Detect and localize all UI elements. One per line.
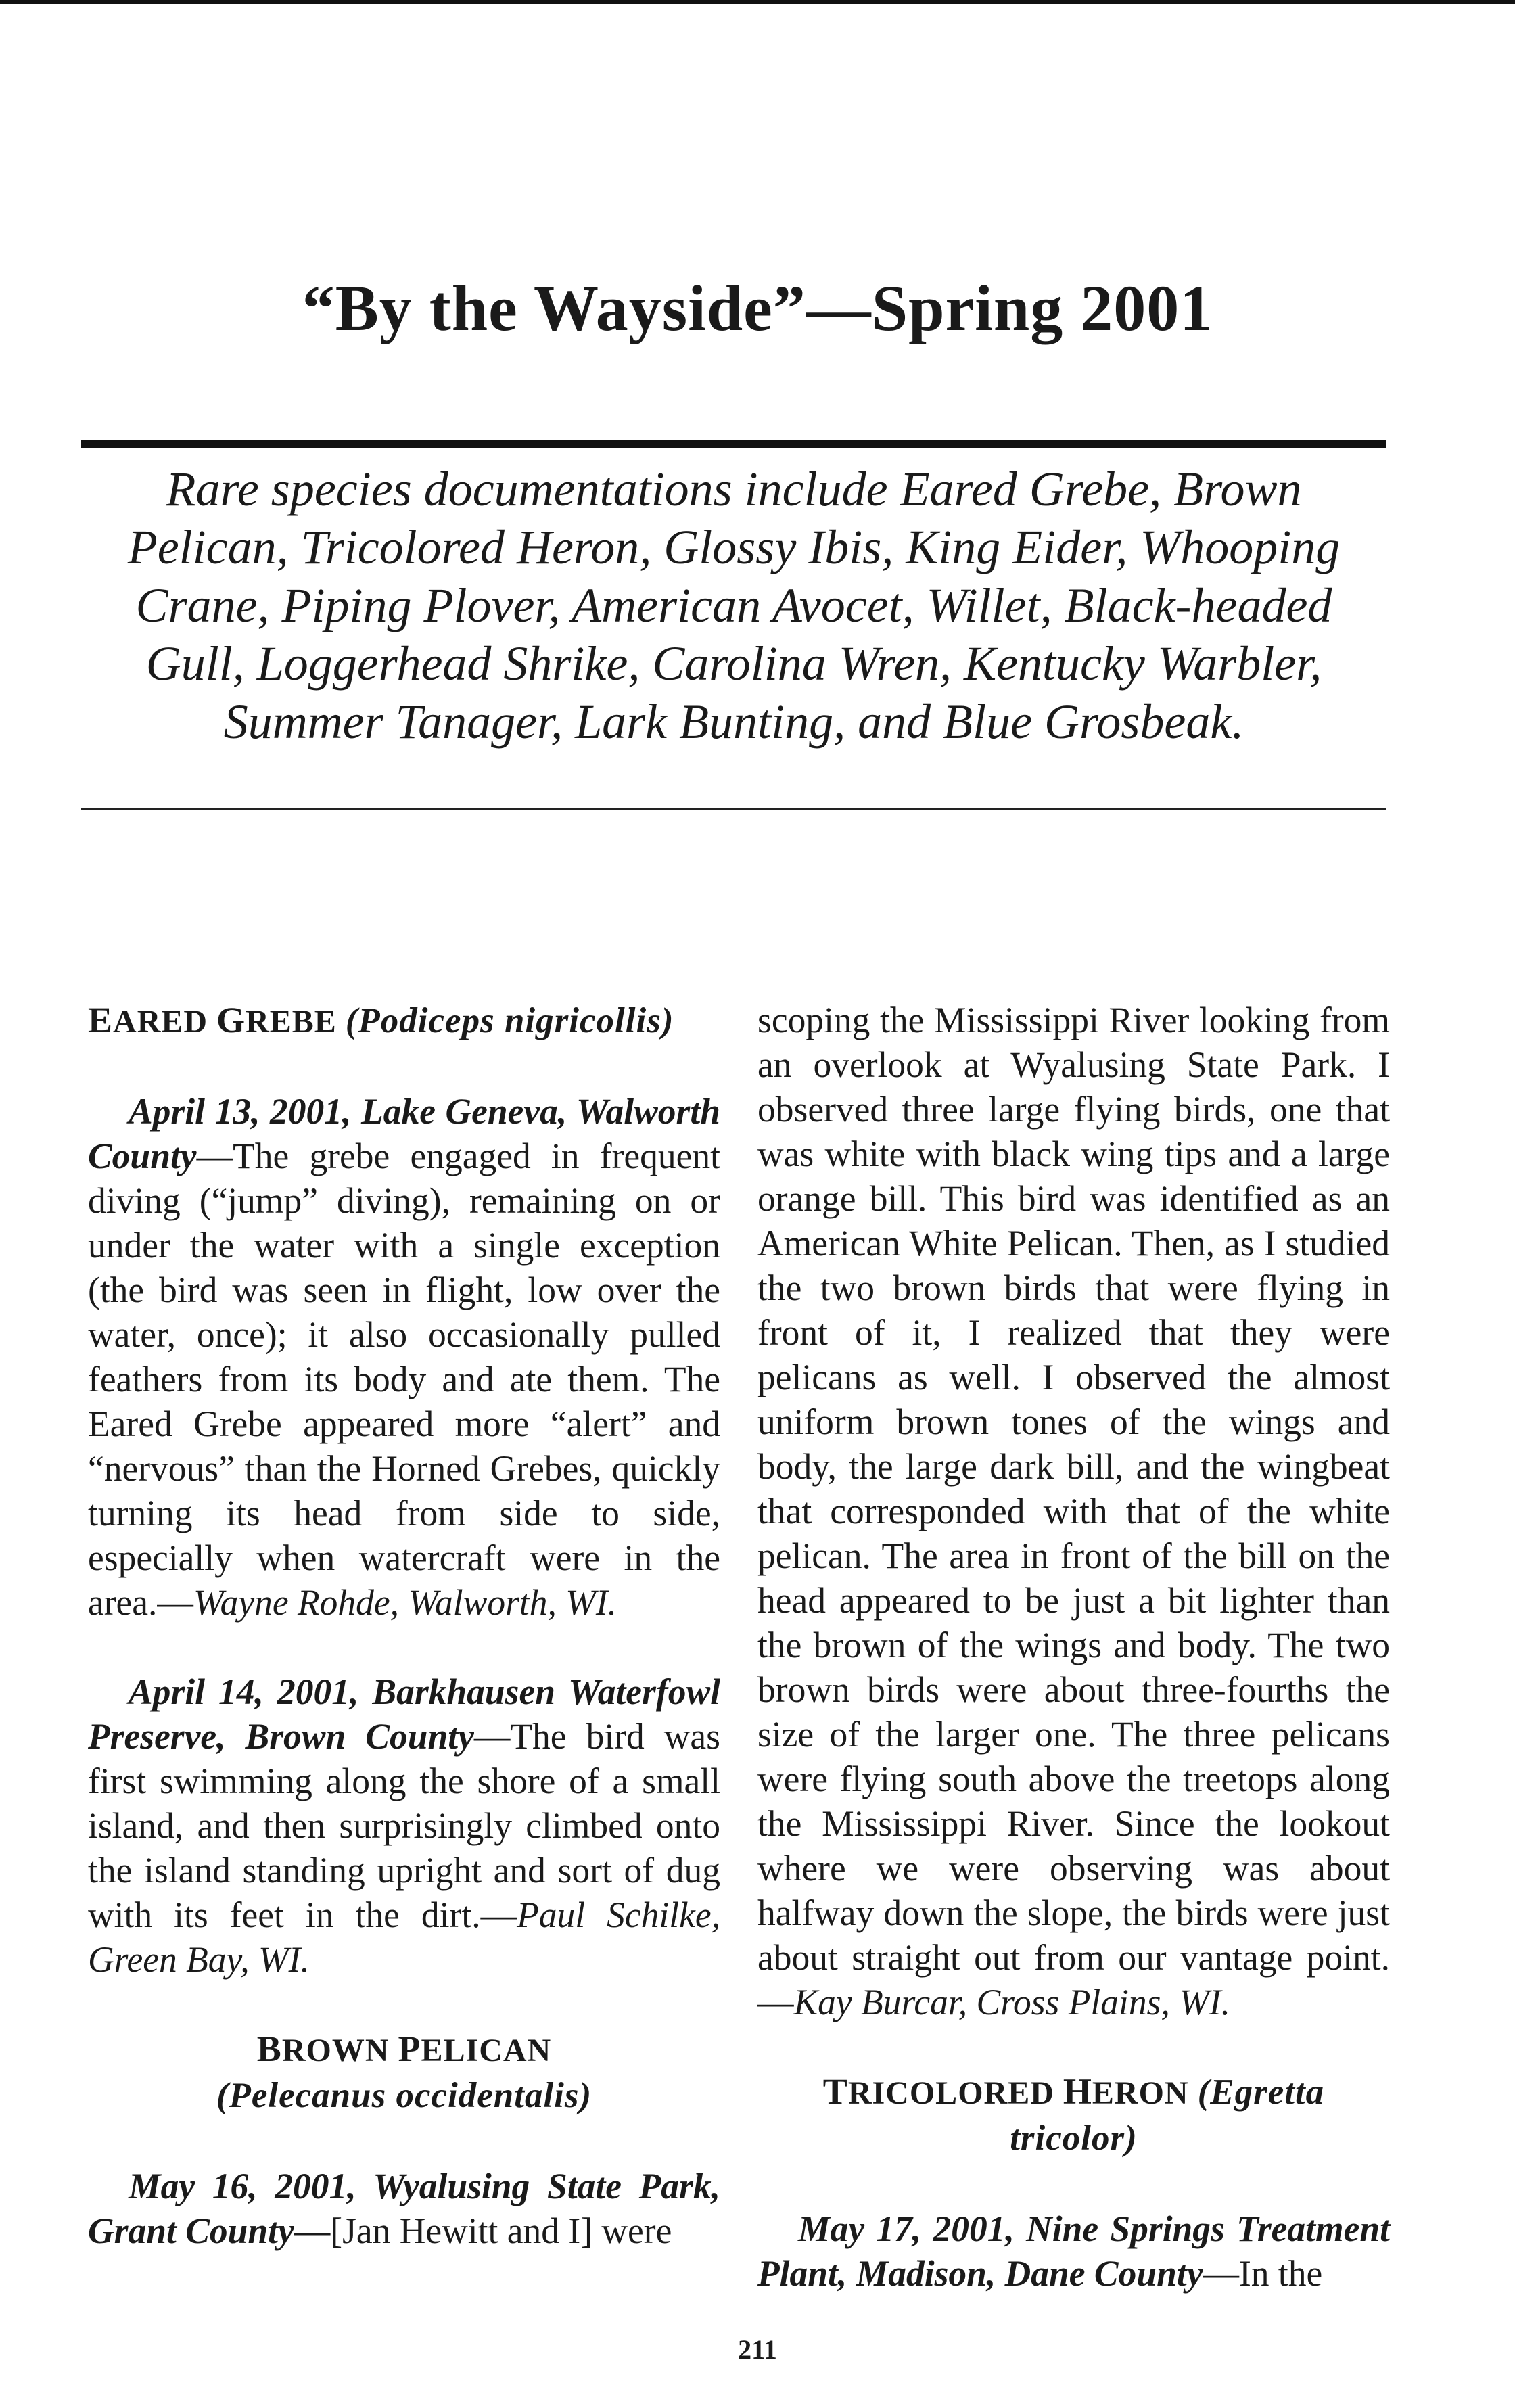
abstract-divider-thin: [81, 808, 1386, 810]
entry-dateline: May 16, 2001, Wyalusing State Park, Grant County: [88, 2166, 720, 2251]
species-heading-brown-pelican: [88, 2027, 720, 2119]
heading-initial: T: [822, 2071, 848, 2112]
entry-dateline: April 13, 2001, Lake Geneva, Walworth County: [88, 1091, 720, 1176]
sighting-entry: [88, 1669, 720, 1982]
species-heading-eared-grebe: [88, 998, 720, 1044]
entry-dateline: May 17, 2001, Nine Springs Treatment Plant, Madison, Dane County: [758, 2208, 1390, 2294]
heading-initial: H: [1063, 2071, 1092, 2112]
scientific-name: (Egretta tricolor): [1010, 2073, 1325, 2158]
abstract: Rare species documentations include Eared Grebe, Brown Pelican, Tricolored Heron, Glossy Ibis, King Eider, Whooping Crane, Piping Plover, American Avocet, Willet, Black-headed Gull, Loggerhead Shrike, Carolina Wren, Kentucky Warbler, Summer Tanager, Lark Bunting, and Blue Grosbeak.: [127, 462, 1341, 749]
entry-text: —[Jan Hewitt and I] were: [294, 2210, 672, 2251]
heading-smallcaps: ELICAN: [421, 2033, 552, 2068]
heading-smallcaps: ROWN: [281, 2033, 398, 2068]
heading-initial: G: [216, 1000, 246, 1040]
page-number: 211: [738, 2334, 777, 2365]
sighting-entry-start: [758, 2206, 1390, 2296]
entry-text: —The bird was first swimming along the shore of a small island, and then surprisingly climbed onto the island standing upright and sort of dug with its feet in the dirt.—: [88, 1716, 720, 1935]
sighting-entry: [88, 1089, 720, 1625]
entry-attribution: Kay Burcar, Cross Plains, WI.: [793, 1982, 1230, 2022]
top-border-rule: [0, 0, 1515, 4]
article-title: “By the Wayside”—Spring 2001: [302, 272, 1213, 344]
title-divider-thick: [81, 440, 1386, 448]
heading-smallcaps: REBE: [246, 1004, 337, 1040]
entry-dateline: April 14, 2001, Barkhausen Waterfowl Preserve, Brown County: [88, 1671, 720, 1757]
entry-text: —In the: [1203, 2253, 1323, 2294]
sighting-entry-start: [88, 2164, 720, 2253]
heading-smallcaps: ERON: [1092, 2075, 1189, 2111]
heading-initial: B: [256, 2029, 282, 2069]
heading-initial: E: [88, 1000, 114, 1040]
heading-smallcaps: RICOLORED: [847, 2075, 1063, 2111]
entry-attribution: Paul Schilke, Green Bay, WI.: [88, 1895, 720, 1980]
species-heading-tricolored-heron: [758, 2069, 1390, 2162]
entry-text: scoping the Mississippi River looking from an overlook at Wyalusing State Park. I observed three large flying birds, one that was white with black wing tips and a large orange bill. This bird was identified as an American White Pelican. Then, as I studied the two brown birds that were flying in front of it, I realized that they were pelicans as well. I observed the almost uniform brown tones of the wings and body, the large dark bill, and the wingbeat that corresponded with that of the white pelican. The area in front of the bill on the head appeared to be just a bit lighter than the brown of the wings and body. The two brown birds were about three-fourths the size of the larger one. The three pelicans were flying south above the treetops along the Mississippi River. Since the lookout where we were observing was about halfway down the slope, the birds were just about straight out from our vantage point.—: [758, 1000, 1390, 2022]
heading-smallcaps: ARED: [113, 1004, 217, 1040]
entry-attribution: Wayne Rohde, Walworth, WI.: [193, 1582, 617, 1623]
scientific-name: (Pelecanus occidentalis): [216, 2076, 592, 2115]
heading-initial: P: [398, 2029, 421, 2069]
left-column: [88, 998, 720, 2253]
sighting-entry-continued: [758, 998, 1390, 2024]
entry-text: —The grebe engaged in frequent diving (“jump” diving), remaining on or under the water with a single exception (the bird was seen in flight, low over the water, once); it also occasionally pulled feathers from its body and ate them. The Eared Grebe appeared more “alert” and “nervous” than the Horned Grebes, quickly turning its head from side to side, especially when watercraft were in the area.—: [88, 1136, 720, 1623]
right-column: [758, 998, 1390, 2296]
scientific-name: (Podiceps nigricollis): [345, 1001, 674, 1040]
